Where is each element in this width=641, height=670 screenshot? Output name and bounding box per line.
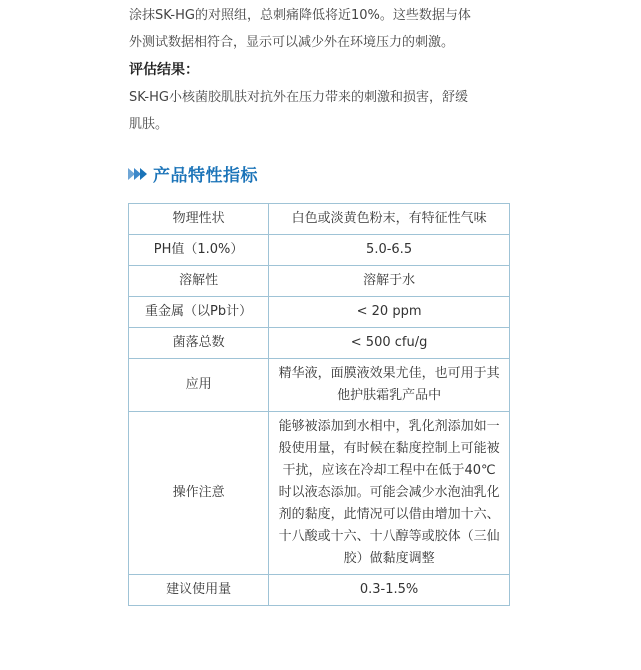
intro-line-2: 外测试数据相符合，显示可以减少外在环境压力的刺激。: [129, 35, 455, 50]
table-row: [129, 575, 510, 606]
row-value: 5.0-6.5: [269, 235, 510, 266]
table-row: [129, 412, 510, 575]
row-name: PH值（1.0%）: [129, 235, 269, 266]
section-title: [128, 158, 258, 188]
section-title-text: 产品特性指标: [153, 165, 258, 186]
table-row: [129, 328, 510, 359]
row-name: 操作注意: [129, 412, 269, 575]
row-name: 菌落总数: [129, 328, 269, 359]
row-name: 应用: [129, 359, 269, 412]
result-heading: 评估结果：: [129, 62, 199, 78]
spec-table: [128, 203, 510, 606]
row-name: 物理性状: [129, 204, 269, 235]
intro-paragraph: [129, 2, 509, 56]
row-name: 建议使用量: [129, 575, 269, 606]
row-name: 溶解性: [129, 266, 269, 297]
row-value: 0.3-1.5%: [269, 575, 510, 606]
result-line-1: SK-HG小核菌胶肌肤对抗外在压力带来的刺激和损害，舒缓: [129, 90, 468, 105]
table-row: [129, 297, 510, 328]
row-name: 重金属（以Pb计）: [129, 297, 269, 328]
row-value: 白色或淡黄色粉末，有特征性气味: [269, 204, 510, 235]
table-row: [129, 266, 510, 297]
row-value: 溶解于水: [269, 266, 510, 297]
double-arrow-icon: [128, 166, 150, 180]
row-value: 能够被添加到水相中，乳化剂添加如一般使用量，有时候在黏度控制上可能被干扰，应该在冷却工程中在低于40℃时以液态添加。可能会减少水泡油乳化剂的黏度，此情况可以借由增加十六、十八酸或十六、十八醇等或胶体（三仙胶）做黏度调整: [269, 412, 510, 575]
row-value: 精华液，面膜液效果尤佳，也可用于其他护肤霜乳产品中: [269, 359, 510, 412]
intro-line-1: 涂抹SK-HG的对照组，总刺痛降低将近10%。这些数据与体: [129, 8, 471, 23]
row-value: < 20 ppm: [269, 297, 510, 328]
table-row: [129, 204, 510, 235]
table-row: [129, 359, 510, 412]
result-paragraph: [129, 84, 509, 138]
result-line-2: 肌肤。: [129, 117, 169, 132]
row-value: < 500 cfu/g: [269, 328, 510, 359]
table-row: [129, 235, 510, 266]
